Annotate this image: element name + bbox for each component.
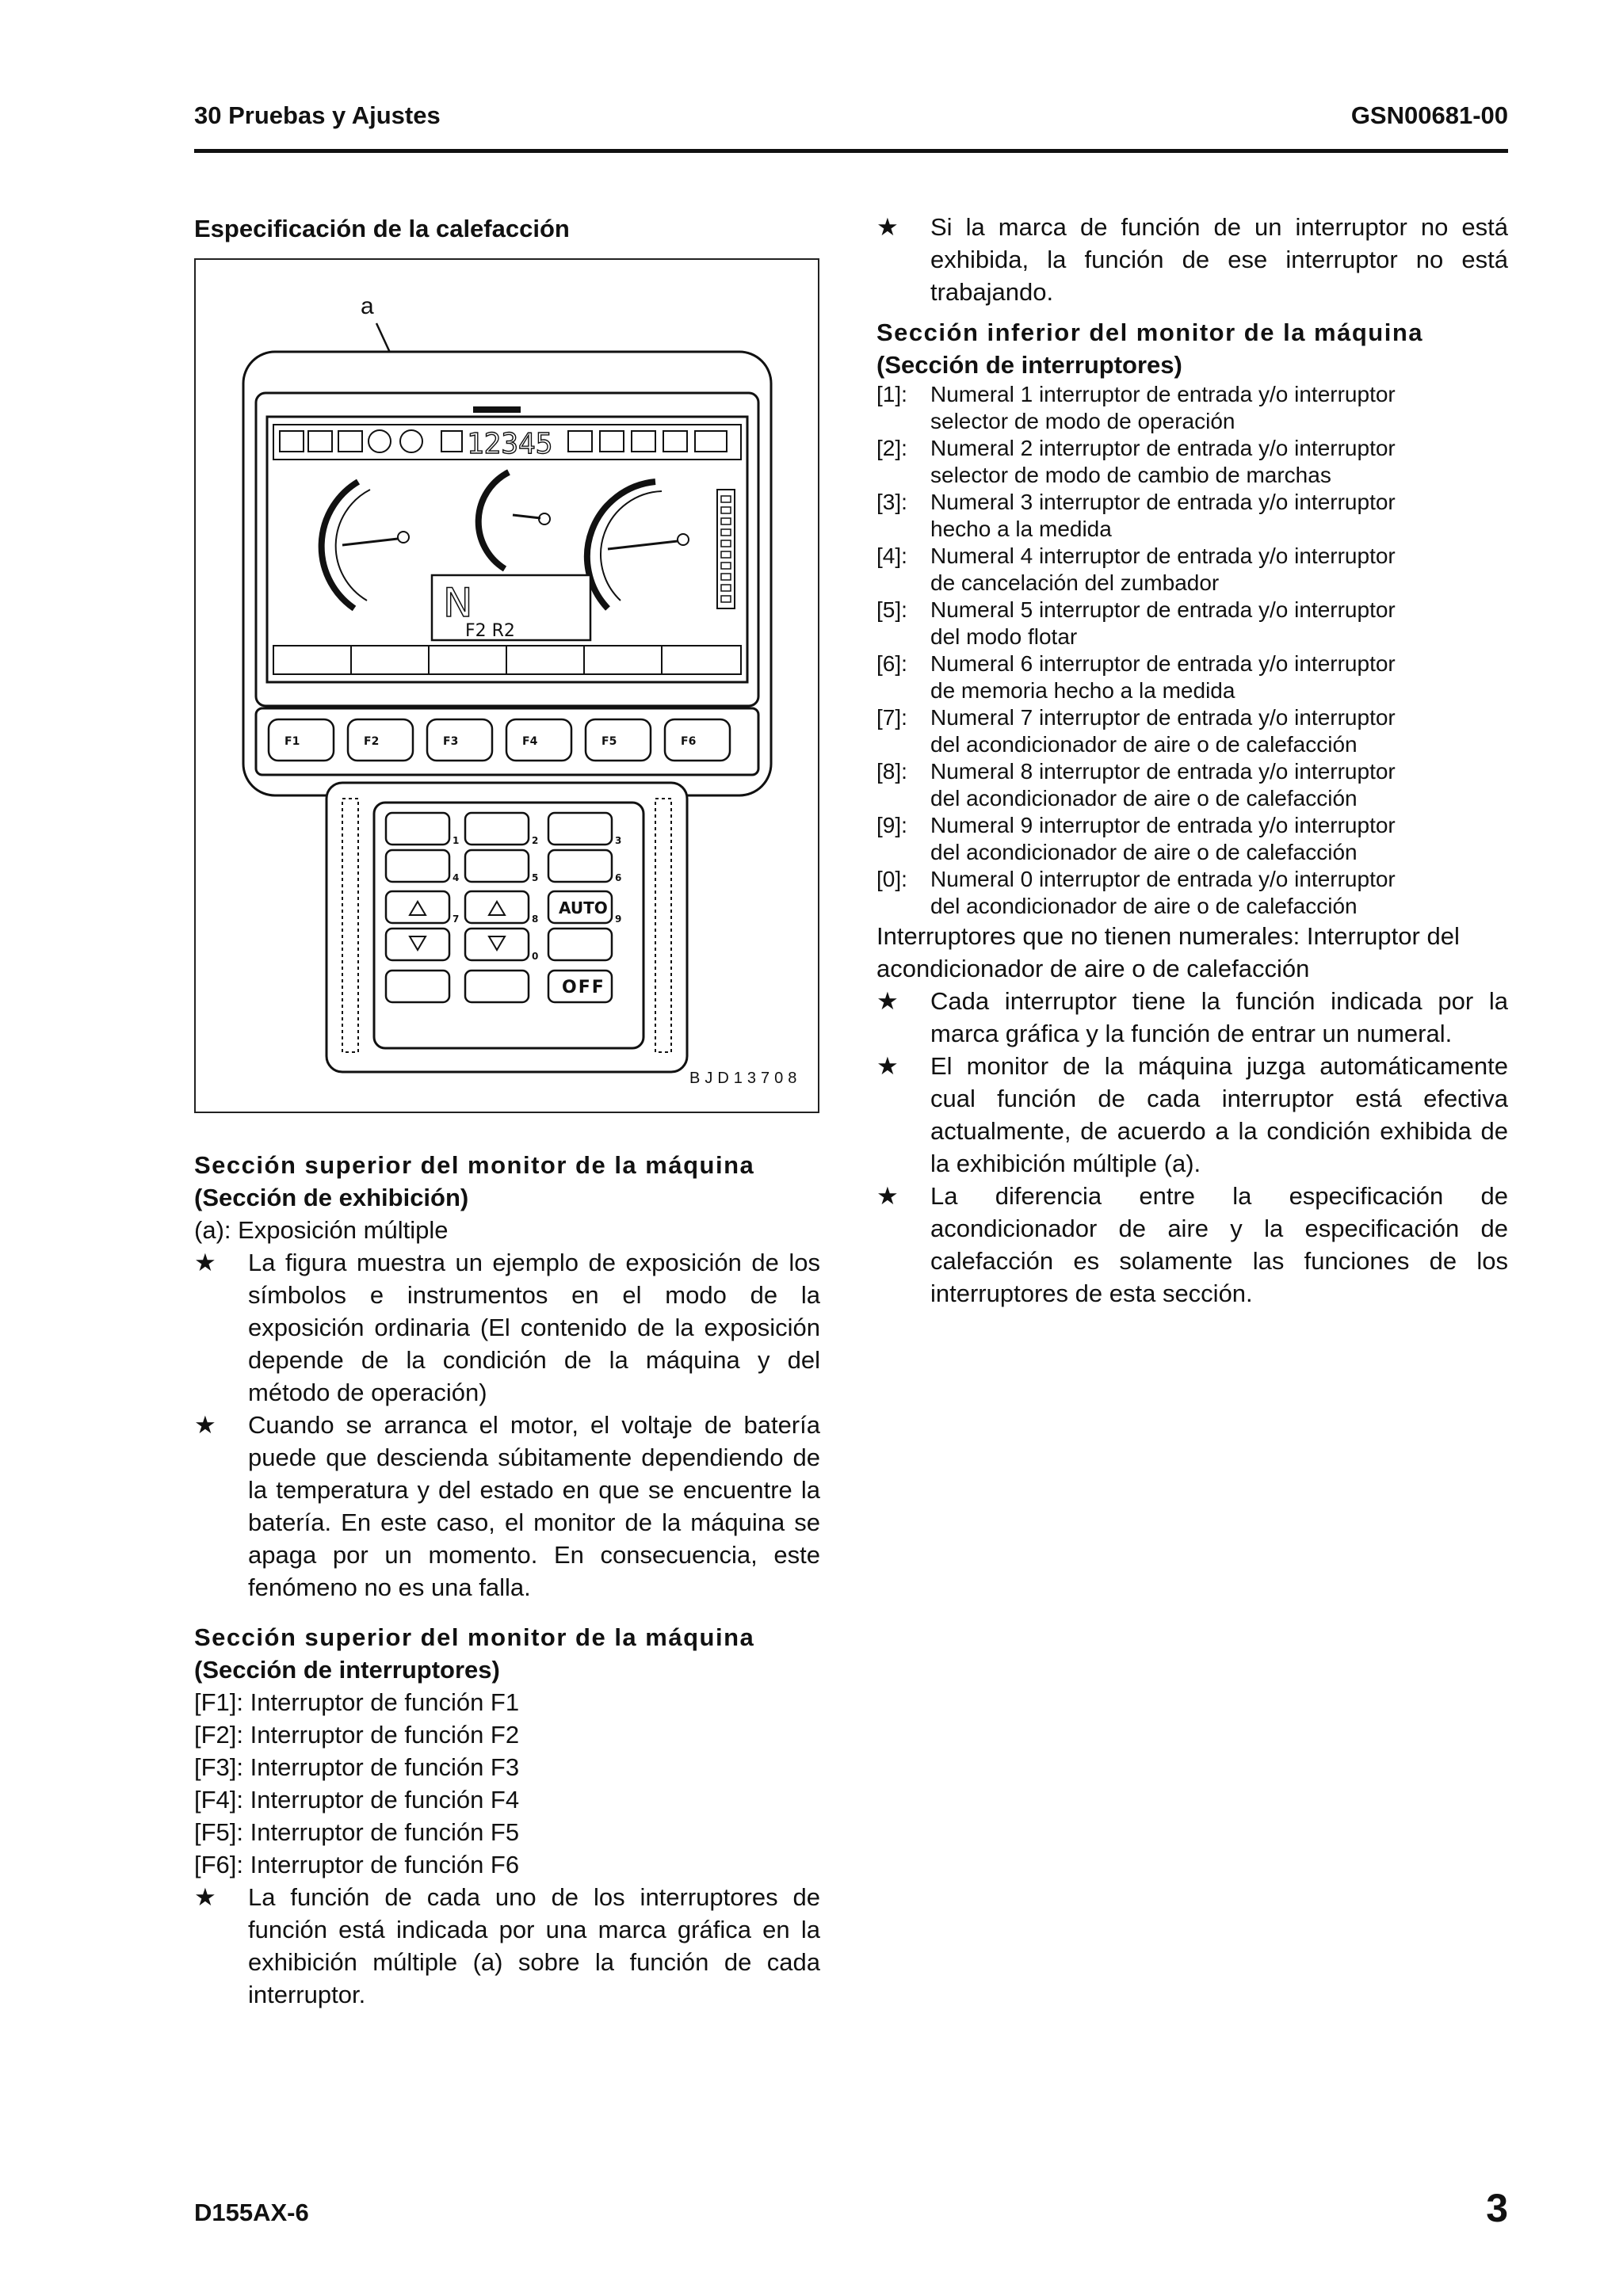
keypad-digit-8: 8 bbox=[532, 913, 539, 925]
keypad-auto-label: AUTO bbox=[559, 898, 608, 917]
numeral-line: Numeral 1 interruptor de entrada y/o interruptor bbox=[930, 382, 1396, 406]
numeral-line: Numeral 4 interruptor de entrada y/o interruptor bbox=[930, 543, 1396, 568]
numeral-line: Numeral 0 interruptor de entrada y/o interruptor bbox=[930, 867, 1396, 891]
keypad-digit-1: 1 bbox=[453, 835, 460, 846]
numeral-line: de cancelación del zumbador bbox=[930, 570, 1220, 595]
numeral-item-5 bbox=[876, 597, 1508, 650]
star-icon: ★ bbox=[194, 1249, 216, 1276]
fkey-label-4: F4 bbox=[522, 735, 538, 748]
sec2-item-f5: [F5]: Interruptor de función F5 bbox=[194, 1818, 520, 1846]
left-title-block bbox=[194, 212, 820, 245]
numeral-item-1 bbox=[876, 381, 1508, 435]
sec2-item-f4: [F4]: Interruptor de función F4 bbox=[194, 1786, 520, 1814]
left-column-text bbox=[194, 1149, 820, 2011]
sec2-bullet-text: La función de cada uno de los interruptores de función está indicada por una marca gráfica en la exhibición múltiple (a) sobre la función de cada interruptor. bbox=[248, 1883, 820, 2008]
numeral-line: selector de modo de operación bbox=[930, 409, 1235, 433]
keypad-off-label: OFF bbox=[562, 978, 605, 997]
sec2-item-f6: [F6]: Interruptor de función F6 bbox=[194, 1851, 520, 1878]
keypad-digit-2: 2 bbox=[532, 835, 539, 846]
right-bullet-3-text: La diferencia entre la especificación de acondicionador de aire y la especificación de calefacción es solamente las funciones de los interruptores de esta sección. bbox=[930, 1182, 1508, 1307]
keypad-digit-3: 3 bbox=[615, 835, 622, 846]
keypad-digit-9: 9 bbox=[615, 913, 622, 925]
sec2-title-line1: Sección superior del monitor de la máquina bbox=[194, 1623, 755, 1651]
header-rule bbox=[194, 149, 1508, 153]
no-numeral-text: Interruptores que no tienen numerales: Interruptor del acondicionador de aire o de calefacción bbox=[876, 922, 1460, 982]
figure-code: BJD13708 bbox=[689, 1070, 802, 1087]
sec1-item-a: (a): Exposición múltiple bbox=[194, 1216, 449, 1244]
sec2-bullet bbox=[194, 1881, 820, 2011]
star-icon: ★ bbox=[194, 1411, 216, 1439]
gear-display-text: N bbox=[443, 580, 473, 626]
sec1-bullet-2-text: Cuando se arranca el motor, el voltaje de batería puede que descienda súbitamente dependiendo de la temperatura y del estado en que se encuentre la batería. En este caso, el monitor de la máquina se apaga por un momento. En consecuencia, este fenómeno no es una falla. bbox=[248, 1411, 820, 1601]
right-bullet-1 bbox=[876, 985, 1508, 1050]
sec1-bullet-1-text: La figura muestra un ejemplo de exposición de los símbolos e instrumentos en el modo de la exposición ordinaria (El contenido de la exposición depende de la condición de la máquina y del método de operación) bbox=[248, 1249, 820, 1406]
keypad-digit-7: 7 bbox=[453, 913, 460, 925]
numeral-line: del acondicionador de aire o de calefacción bbox=[930, 732, 1358, 757]
numeral-key: [5]: bbox=[876, 597, 907, 622]
numeral-line: de memoria hecho a la medida bbox=[930, 678, 1235, 703]
numeral-line: selector de modo de cambio de marchas bbox=[930, 463, 1331, 487]
numeral-line: Numeral 6 interruptor de entrada y/o interruptor bbox=[930, 651, 1396, 676]
right-bullet-2-text: El monitor de la máquina juzga automáticamente cual función de cada interruptor está efectiva actualmente, de acuerdo a la condición exhibida de la exhibición múltiple (a). bbox=[930, 1052, 1508, 1177]
numeral-line: hecho a la medida bbox=[930, 517, 1112, 541]
numeral-item-7 bbox=[876, 704, 1508, 758]
numeral-key: [9]: bbox=[876, 813, 907, 837]
numeral-item-0 bbox=[876, 866, 1508, 920]
sec2-title-line2: (Sección de interruptores) bbox=[194, 1656, 500, 1684]
numeral-line: del acondicionador de aire o de calefacción bbox=[930, 786, 1358, 810]
fkey-label-6: F6 bbox=[681, 735, 697, 748]
numeral-item-2 bbox=[876, 435, 1508, 489]
right-bullet-2 bbox=[876, 1050, 1508, 1180]
numeral-line: Numeral 3 interruptor de entrada y/o interruptor bbox=[930, 490, 1396, 514]
sec2-item-f1: [F1]: Interruptor de función F1 bbox=[194, 1688, 520, 1716]
numeral-key: [6]: bbox=[876, 651, 907, 676]
keypad-digit-0: 0 bbox=[532, 951, 539, 962]
numeral-line: del acondicionador de aire o de calefacción bbox=[930, 894, 1358, 918]
numeral-line: Numeral 8 interruptor de entrada y/o interruptor bbox=[930, 759, 1396, 784]
fkey-label-2: F2 bbox=[364, 735, 380, 748]
fkey-label-5: F5 bbox=[601, 735, 617, 748]
numeral-item-8 bbox=[876, 758, 1508, 812]
star-icon: ★ bbox=[194, 1883, 216, 1911]
star-icon: ★ bbox=[876, 987, 899, 1015]
sec3-title-line2: (Sección de interruptores) bbox=[876, 351, 1182, 379]
numeral-item-3 bbox=[876, 489, 1508, 543]
star-icon: ★ bbox=[876, 1052, 899, 1080]
numeral-key: [4]: bbox=[876, 543, 907, 568]
numeral-line: del acondicionador de aire o de calefacción bbox=[930, 840, 1358, 864]
keypad-digit-5: 5 bbox=[532, 872, 539, 883]
sec1-bullet-2 bbox=[194, 1409, 820, 1604]
right-top-bullet-text: Si la marca de función de un interruptor no está exhibida, la función de ese interruptor no está trabajando. bbox=[930, 213, 1508, 306]
hour-meter-text: 12345 bbox=[467, 428, 553, 460]
page-number: 3 bbox=[1486, 2186, 1508, 2230]
keypad-digit-6: 6 bbox=[615, 872, 622, 883]
monitor-illustration bbox=[196, 260, 818, 1112]
right-column-text bbox=[876, 211, 1508, 1310]
monitor-figure bbox=[194, 258, 819, 1113]
right-bullet-1-text: Cada interruptor tiene la función indicada por la marca gráfica y la función de entrar un numeral. bbox=[930, 987, 1508, 1047]
footer-model: D155AX-6 bbox=[194, 2199, 309, 2226]
fkey-label-3: F3 bbox=[443, 735, 459, 748]
star-icon: ★ bbox=[876, 213, 899, 241]
right-bullet-3 bbox=[876, 1180, 1508, 1310]
fkey-label-1: F1 bbox=[285, 735, 300, 748]
sec2-item-f3: [F3]: Interruptor de función F3 bbox=[194, 1753, 520, 1781]
numeral-key: [8]: bbox=[876, 759, 907, 784]
gear-row-text: F2 R2 bbox=[465, 621, 515, 641]
sec1-title-line1: Sección superior del monitor de la máquina bbox=[194, 1151, 755, 1179]
numeral-key: [0]: bbox=[876, 867, 907, 891]
header-doc-code: GSN00681-00 bbox=[1350, 101, 1508, 129]
sec1-title-line2: (Sección de exhibición) bbox=[194, 1184, 469, 1211]
numeral-item-4 bbox=[876, 543, 1508, 597]
keypad-digit-4: 4 bbox=[453, 872, 460, 883]
numeral-line: Numeral 5 interruptor de entrada y/o interruptor bbox=[930, 597, 1396, 622]
numeral-line: Numeral 2 interruptor de entrada y/o interruptor bbox=[930, 436, 1396, 460]
figure-callout-a: a bbox=[361, 293, 374, 319]
numeral-line: Numeral 7 interruptor de entrada y/o interruptor bbox=[930, 705, 1396, 730]
right-top-bullet bbox=[876, 211, 1508, 308]
numeral-key: [3]: bbox=[876, 490, 907, 514]
numeral-item-6 bbox=[876, 650, 1508, 704]
sec3-title-line1: Sección inferior del monitor de la máquina bbox=[876, 318, 1424, 346]
sec1-bullet-1 bbox=[194, 1246, 820, 1409]
numeral-key: [7]: bbox=[876, 705, 907, 730]
numeral-item-9 bbox=[876, 812, 1508, 866]
header-section-title: 30 Pruebas y Ajustes bbox=[194, 101, 441, 129]
numeral-line: del modo flotar bbox=[930, 624, 1078, 649]
sec2-item-f2: [F2]: Interruptor de función F2 bbox=[194, 1721, 520, 1749]
numeral-key: [1]: bbox=[876, 382, 907, 406]
star-icon: ★ bbox=[876, 1182, 899, 1210]
spec-title: Especificación de la calefacción bbox=[194, 215, 570, 242]
numeral-key: [2]: bbox=[876, 436, 907, 460]
numeral-line: Numeral 9 interruptor de entrada y/o interruptor bbox=[930, 813, 1396, 837]
